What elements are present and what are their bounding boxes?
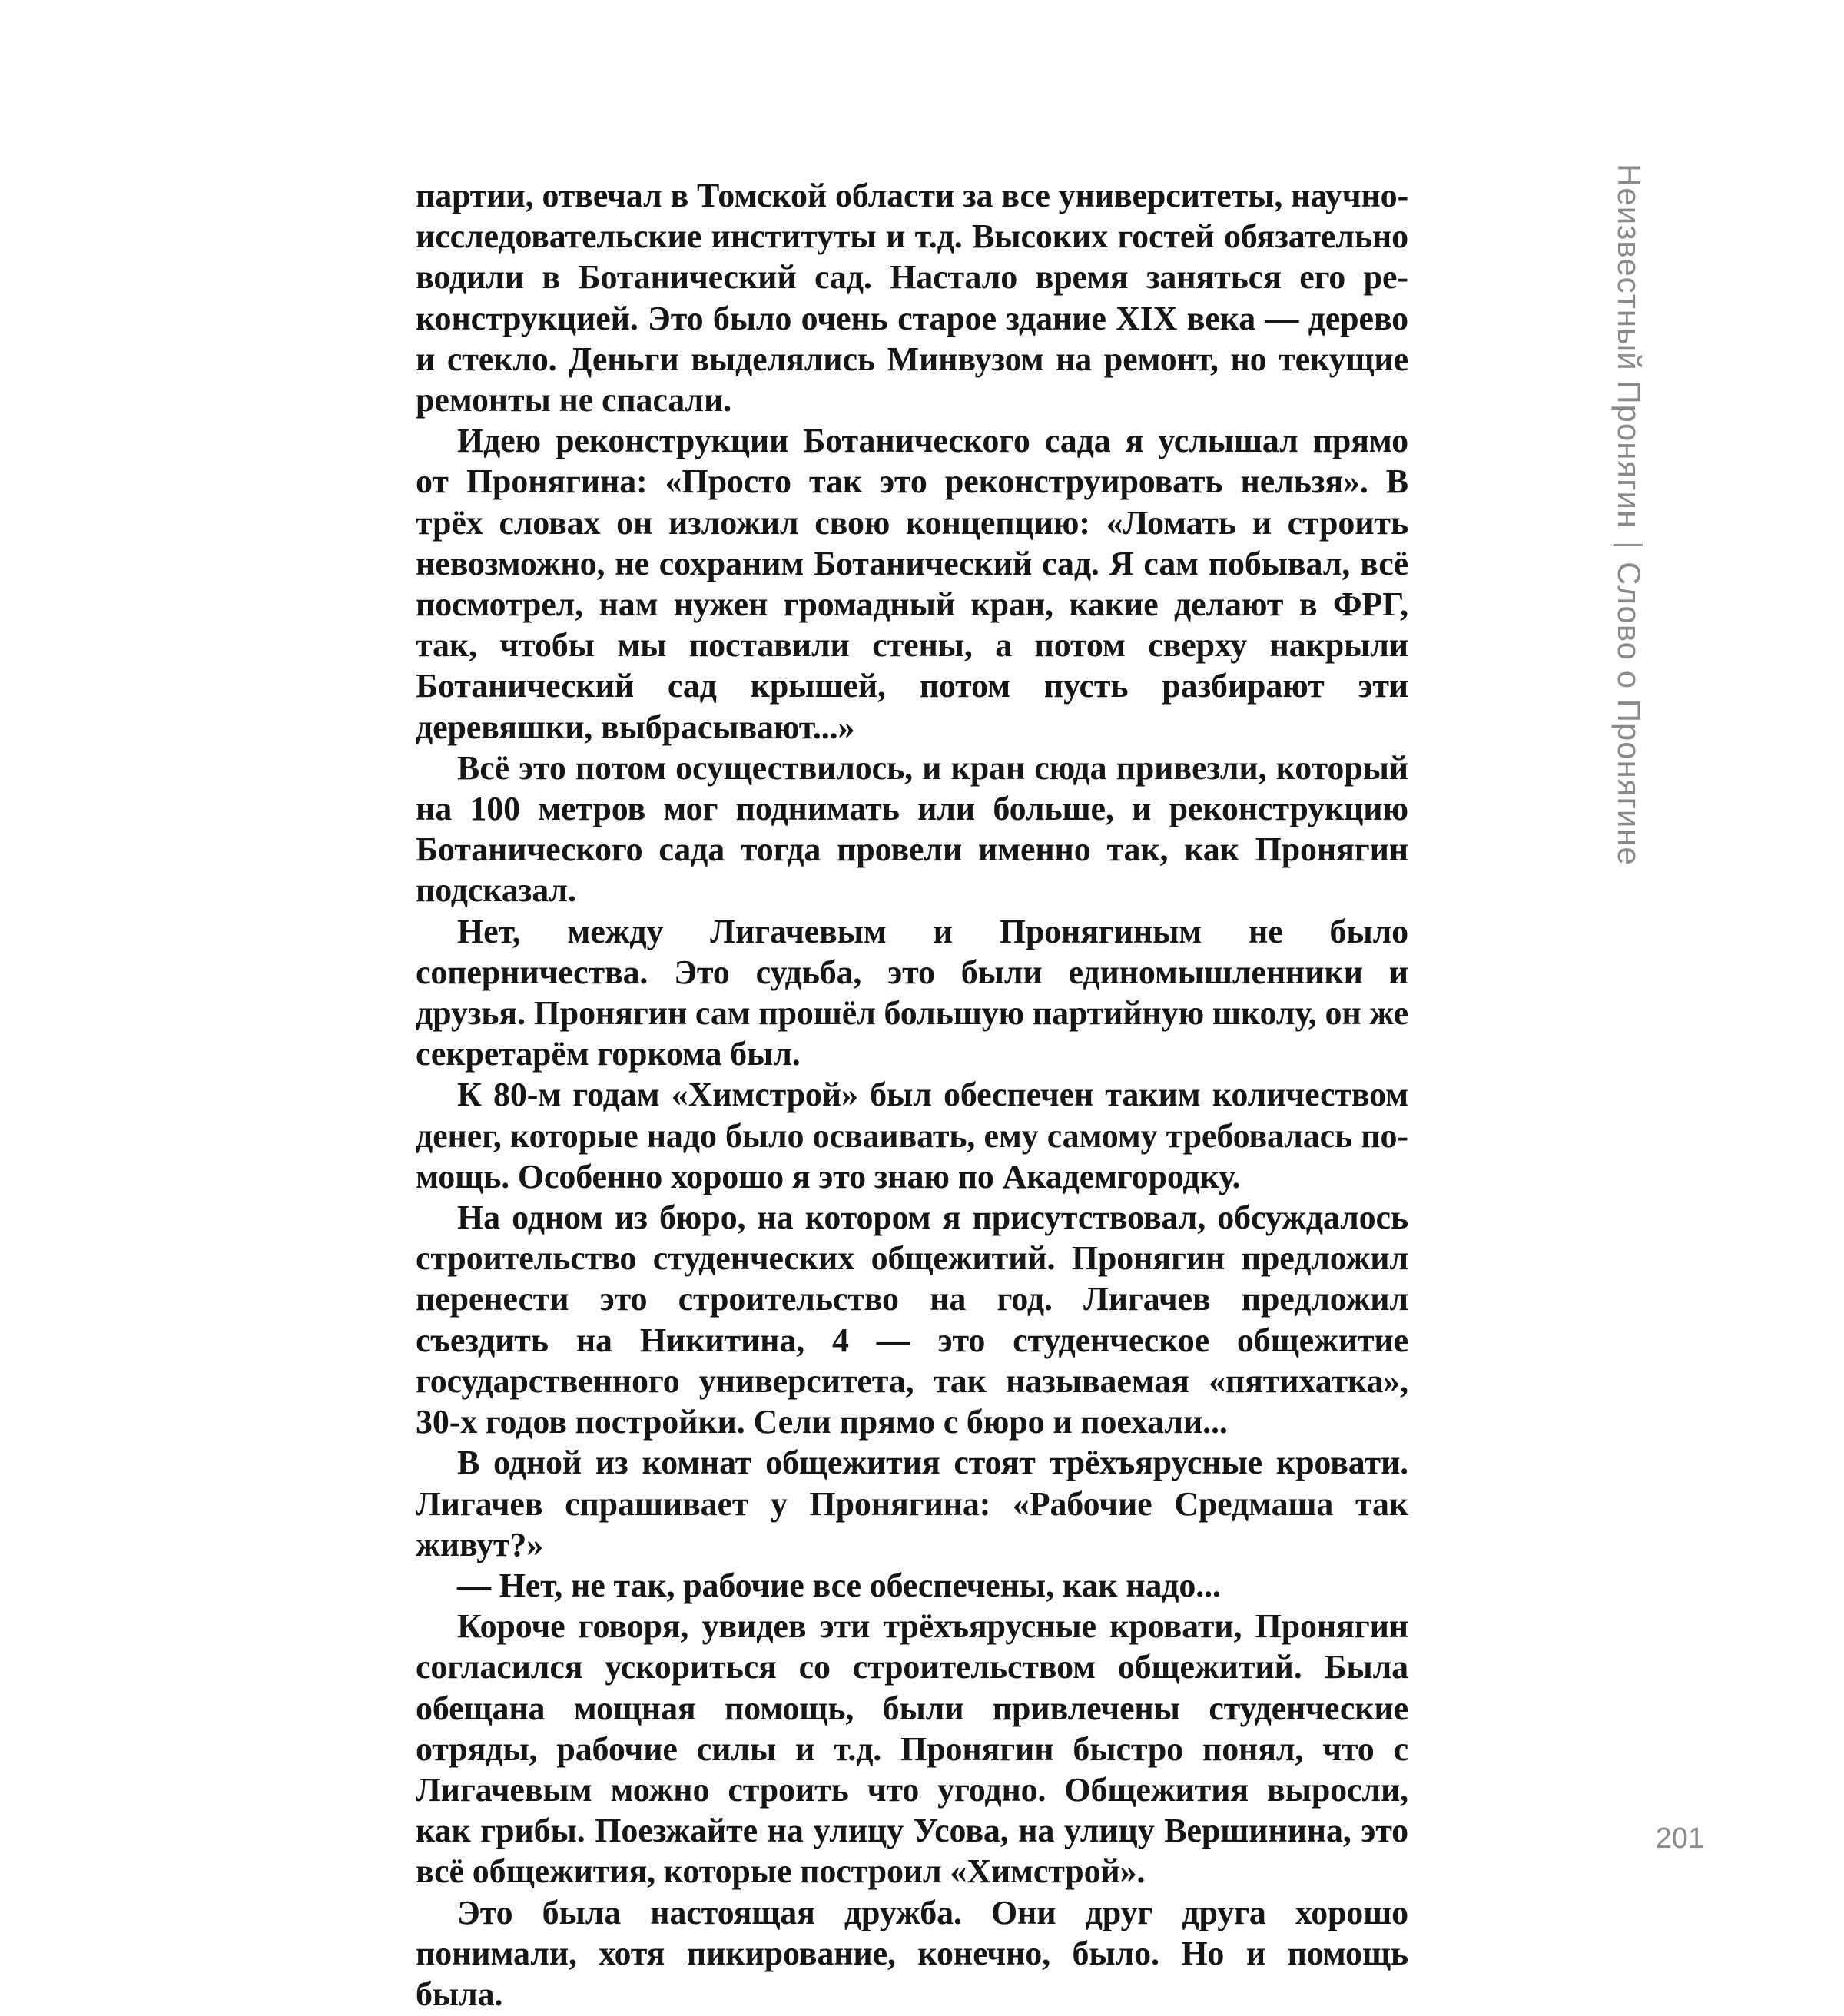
paragraph: Это была настоящая дружба. Они друг друга хорошо понимали, хотя пикирование, конечно, было. Но и помощь была. [416, 1893, 1408, 2013]
running-head-separator [1614, 544, 1643, 546]
paragraph: К 80-м годам «Химстрой» был обеспечен таким количеством денег, которые надо было осваивать, ему самому требовалась помощь. Особенно хорошо я это знаю по Академгородку. [416, 1076, 1408, 1195]
paragraph: На одном из бюро, на котором я присутствовал, обсуждалось строительство студенческих общежитий. Пронягин предложил перенести это строительство на год. Лигачев предложил съездить на Никитина, 4 — это студенческое общежитие государственного университета, так называемая «пятихатка», 30-х годов постройки. Сели прямо с бюро и поехали... [416, 1199, 1408, 1441]
body-text [416, 175, 1408, 2014]
paragraph-continued: партии, отвечал в Томской области за все университеты, научно-исследовательские институты и т.д. Высоких гостей обязательно водили в Ботанический сад. Настало время заняться его реконструкцией. Это было очень старое здание XIX века — дерево и стекло. Деньги выделялись Минвузом на ремонт, но текущие ремонты не спасали. [416, 177, 1408, 419]
page-number: 201 [1655, 1822, 1704, 1855]
paragraph: В одной из комнат общежития стоят трёхъярусные кровати. Лигачев спрашивает у Пронягина: «Рабочие Средмаша так живут?» [416, 1444, 1408, 1563]
paragraph: Нет, между Лигачевым и Пронягиным не было соперничества. Это судьба, это были единомышленники и друзья. Пронягин сам прошёл большую партийную школу, он же секретарём горкома был. [416, 912, 1408, 1073]
running-head-section-title: Слово о Пронягине [1611, 562, 1647, 866]
paragraph: Короче говоря, увидев эти трёхъярусные кровати, Пронягин согласился ускориться со строительством общежитий. Была обещана мощная помощь, были привлечены студенческие отряды, рабочие силы и т.д. Пронягин быстро понял, что с Лигачевым можно строить что угодно. Общежития выросли, как грибы. Поезжайте на улицу Усова, на улицу Вершинина, это всё общежития, которые построил «Химстрой». [416, 1607, 1408, 1891]
running-head-book-title: Неизвестный Пронягин [1611, 164, 1647, 529]
paragraph: — Нет, не так, рабочие все обеспечены, как надо... [457, 1566, 1221, 1604]
paragraph: Идею реконструкции Ботанического сада я услышал прямо от Пронягина: «Просто так это реконструировать нельзя». В трёх словах он изложил свою концепцию: «Ломать и строить невозможно, не сохраним Ботанический сад. Я сам побывал, всё посмотрел, нам нужен громадный кран, какие делают в ФРГ, так, чтобы мы поставили стены, а потом сверху накрыли Ботанический сад крышей, потом пусть разбирают эти деревяшки, выбрасывают...» [416, 422, 1408, 746]
paragraph: Всё это потом осуществилось, и кран сюда привезли, который на 100 метров мог поднимать или больше, и реконструкцию Ботанического сада тогда провели именно так, как Пронягин подсказал. [416, 748, 1408, 910]
